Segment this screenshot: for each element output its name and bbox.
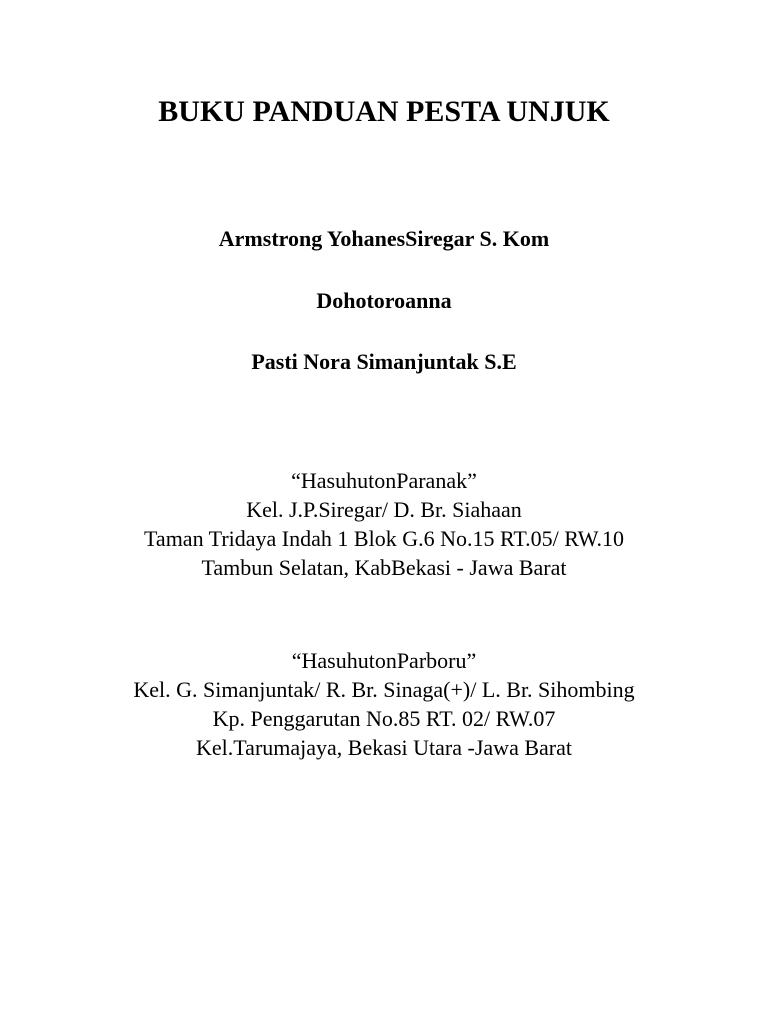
family-name: Kel. G. Simanjuntak/ R. Br. Sinaga(+)/ L. Br. Sihombing	[133, 677, 635, 702]
bride-name: Pasti Nora Simanjuntak S.E	[251, 349, 517, 374]
family-address-line1: Taman Tridaya Indah 1 Blok G.6 No.15 RT.05/ RW.10	[144, 526, 624, 551]
document-title: BUKU PANDUAN PESTA UNJUK	[158, 95, 610, 128]
family-address-line1: Kp. Penggarutan No.85 RT. 02/ RW.07	[212, 706, 556, 731]
family-name: Kel. J.P.Siregar/ D. Br. Siahaan	[246, 497, 522, 522]
family-block-paranak	[0, 466, 768, 582]
family-block-parboru	[0, 646, 768, 762]
groom-name: Armstrong YohanesSiregar S. Kom	[218, 226, 550, 251]
family-address-line2: Kel.Tarumajaya, Bekasi Utara -Jawa Barat	[196, 735, 572, 760]
family-address-line2: Tambun Selatan, KabBekasi - Jawa Barat	[201, 555, 567, 580]
family-heading: “HasuhutonParanak”	[291, 468, 477, 493]
family-heading: “HasuhutonParboru”	[291, 648, 477, 673]
conjunction-text: Dohotoroanna	[316, 288, 452, 313]
